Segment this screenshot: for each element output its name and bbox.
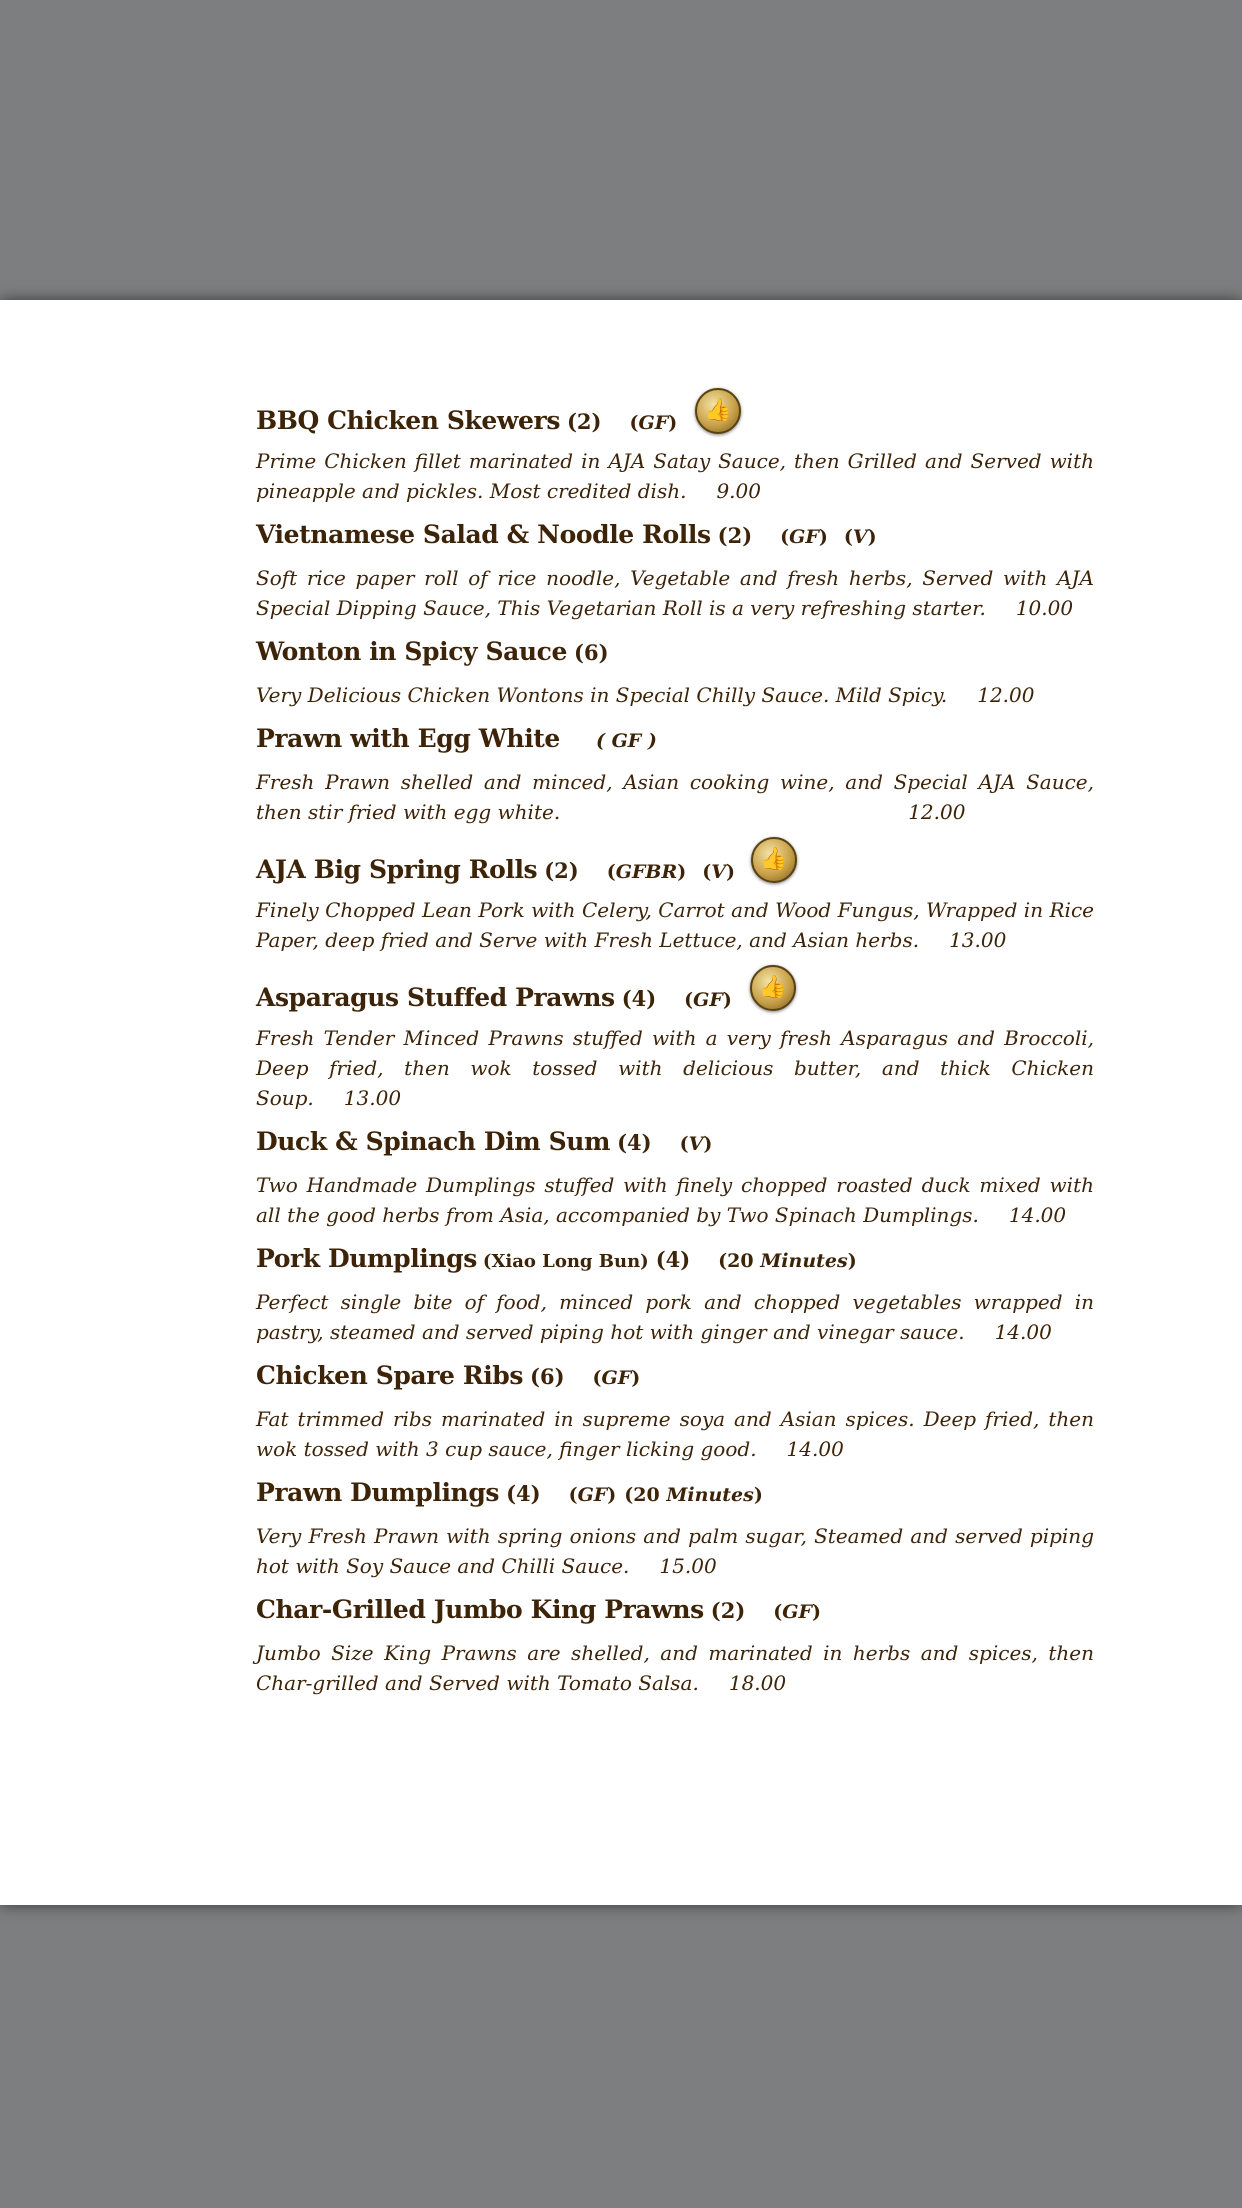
item-quantity: (2): [567, 409, 602, 434]
menu-item: [256, 1361, 1094, 1464]
item-title-row: [256, 1595, 1094, 1624]
item-description: Very Delicious Chicken Wontons in Special Chilly Sauce. Mild Spicy. 12.00: [256, 683, 1035, 707]
item-name: Prawn with Egg White: [256, 724, 560, 753]
thumbs-up-icon: 👍: [750, 965, 796, 1011]
item-title-row: [256, 1361, 1094, 1390]
diet-tag: (GF): [592, 1367, 641, 1389]
item-quantity: (6): [574, 640, 609, 665]
item-price: 12.00: [977, 683, 1035, 707]
item-name: AJA Big Spring Rolls: [256, 855, 538, 884]
menu-page: [0, 300, 1242, 1905]
item-description: Finely Chopped Lean Pork with Celery, Carrot and Wood Fungus, Wrapped in Rice Paper, deep fried and Serve with Fresh Lettuce, and Asian herbs. 13.00: [256, 898, 1094, 952]
thumbs-up-icon: 👍: [751, 837, 797, 883]
item-price: 14.00: [1008, 1203, 1067, 1227]
item-name: Prawn Dumplings: [256, 1478, 500, 1507]
menu-item: [256, 400, 1094, 506]
item-price: 10.00: [1015, 596, 1074, 620]
item-description: Jumbo Size King Prawns are shelled, and marinated in herbs and spices, then Char-grilled and Served with Tomato Salsa. 18.00: [256, 1641, 1094, 1695]
menu-item: [256, 637, 1094, 710]
prep-time-note: (20 Minutes): [718, 1250, 857, 1272]
item-name: Wonton in Spicy Sauce: [256, 637, 568, 666]
item-title-row: [256, 977, 1094, 1023]
item-name: Chicken Spare Ribs: [256, 1361, 524, 1390]
diet-tag: (GF): [773, 1601, 821, 1623]
item-price: 14.00: [994, 1320, 1052, 1344]
item-title-row: [256, 849, 1094, 895]
diet-tag: ( GF ): [595, 730, 657, 752]
item-title-row: [256, 520, 1094, 549]
item-name: Pork Dumplings: [256, 1244, 477, 1273]
item-price: 12.00: [908, 800, 966, 824]
diet-tag: (GF): [684, 989, 732, 1011]
item-subtitle: (Xiao Long Bun): [482, 1251, 649, 1272]
menu-item: [256, 1244, 1094, 1347]
item-title-row: [256, 724, 1094, 753]
item-title-row: [256, 1478, 1094, 1507]
menu-item: [256, 520, 1094, 623]
item-name: Vietnamese Salad & Noodle Rolls: [256, 520, 711, 549]
menu-item: [256, 1478, 1094, 1581]
menu-item: [256, 1595, 1094, 1698]
menu-item: [256, 724, 1094, 827]
thumbs-up-icon: 👍: [695, 388, 741, 434]
diet-tag: (GFBR): [606, 861, 687, 883]
item-price: 13.00: [949, 928, 1007, 952]
item-price: 13.00: [343, 1086, 402, 1110]
menu-item: [256, 1127, 1094, 1230]
diet-tag: (V): [679, 1133, 713, 1155]
item-quantity: (4): [655, 1247, 691, 1272]
item-quantity: (4): [621, 986, 657, 1011]
menu-item: [256, 849, 1094, 955]
item-price: 14.00: [786, 1437, 844, 1461]
item-quantity: (2): [710, 1598, 746, 1623]
diet-tag: (V): [843, 526, 877, 548]
item-description: Prime Chicken fillet marinated in AJA Satay Sauce, then Grilled and Served with pineapple and pickles. Most credited dish. 9.00: [256, 449, 1094, 503]
item-price: 15.00: [659, 1554, 717, 1578]
item-description: Fresh Tender Minced Prawns stuffed with a very fresh Asparagus and Broccoli, Deep fried, then wok tossed with delicious butter, and thick Chicken Soup. 13.00: [256, 1026, 1094, 1110]
item-description: Soft rice paper roll of rice noodle, Vegetable and fresh herbs, Served with AJA Special Dipping Sauce, This Vegetarian Roll is a very refreshing starter. 10.00: [256, 566, 1094, 620]
item-quantity: (2): [544, 858, 579, 883]
item-name: Char-Grilled Jumbo King Prawns: [256, 1595, 704, 1624]
item-quantity: (6): [530, 1364, 565, 1389]
item-price: 18.00: [728, 1671, 787, 1695]
item-description: Very Fresh Prawn with spring onions and palm sugar, Steamed and served piping hot with Soy Sauce and Chilli Sauce. 15.00: [256, 1524, 1094, 1578]
item-description: Perfect single bite of food, minced pork and chopped vegetables wrapped in pastry, steamed and served piping hot with ginger and vinegar sauce. 14.00: [256, 1290, 1094, 1344]
diet-tag: (GF): [780, 526, 828, 548]
item-description: Fat trimmed ribs marinated in supreme soya and Asian spices. Deep fried, then wok tossed with 3 cup sauce, finger licking good. 14.00: [256, 1407, 1094, 1461]
menu-item: [256, 977, 1094, 1113]
menu-content: [256, 400, 1094, 1698]
item-quantity: (4): [506, 1481, 541, 1506]
diet-tag: (GF): [629, 412, 678, 434]
item-description: Two Handmade Dumplings stuffed with finely chopped roasted duck mixed with all the good herbs from Asia, accompanied by Two Spinach Dumplings. 14.00: [256, 1173, 1094, 1227]
item-price: 9.00: [716, 479, 761, 503]
item-description: Fresh Prawn shelled and minced, Asian cooking wine, and Special AJA Sauce, then stir fried with egg white. 12.00: [256, 770, 1094, 824]
diet-tag: (GF): [568, 1484, 617, 1506]
item-name: Asparagus Stuffed Prawns: [256, 983, 615, 1012]
item-title-row: [256, 400, 1094, 446]
item-title-row: [256, 1127, 1094, 1156]
item-quantity: (2): [717, 523, 753, 548]
item-title-row: [256, 1244, 1094, 1273]
item-quantity: (4): [617, 1130, 652, 1155]
item-name: Duck & Spinach Dim Sum: [256, 1127, 611, 1156]
item-name: BBQ Chicken Skewers: [256, 406, 560, 435]
prep-time-note: (20 Minutes): [624, 1484, 763, 1506]
diet-tag: (V): [702, 861, 736, 883]
item-title-row: [256, 637, 1094, 666]
